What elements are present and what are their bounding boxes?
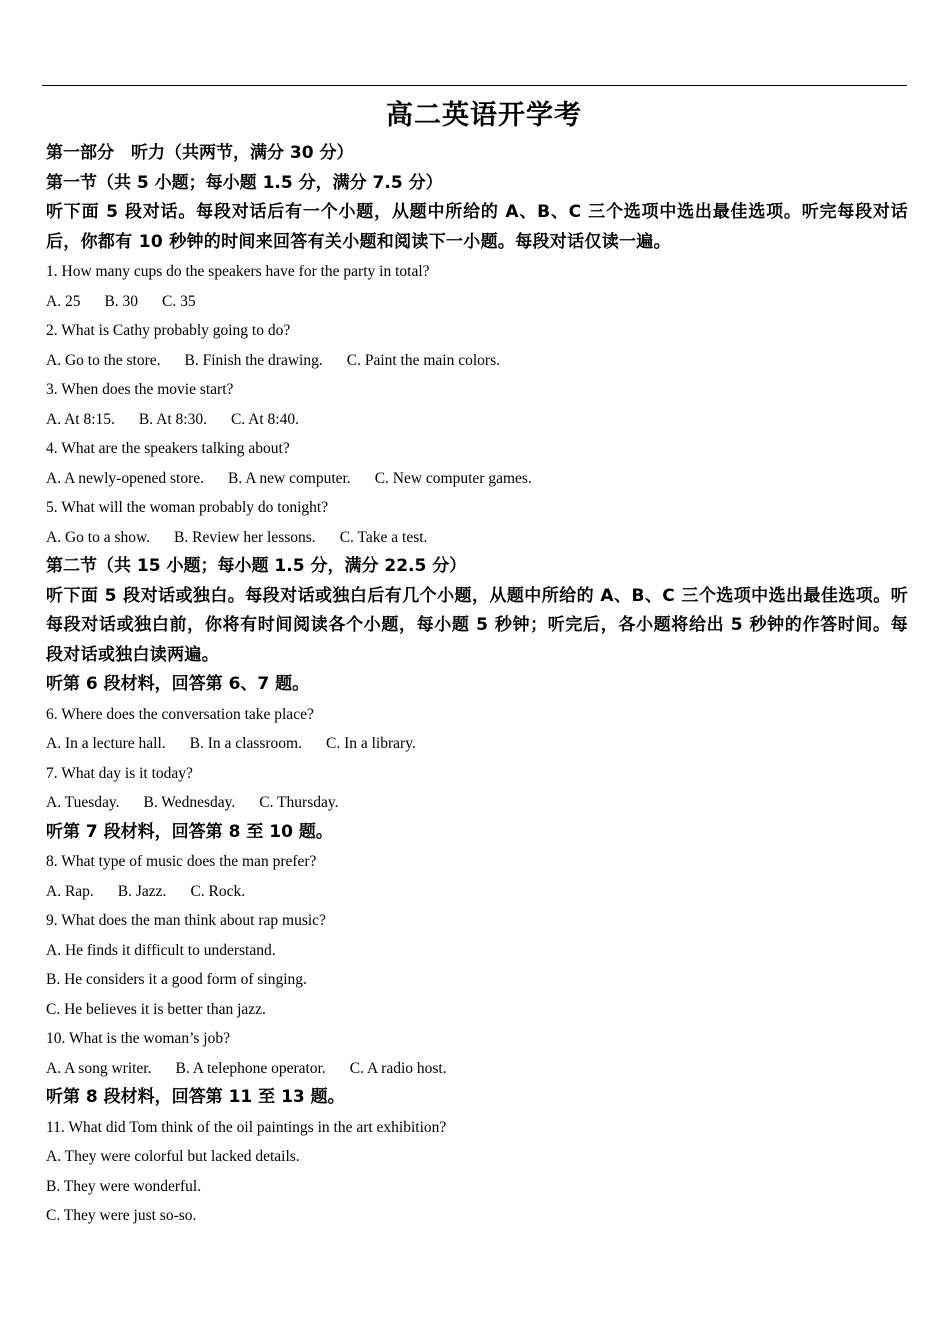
option-c: C. At 8:40. (230, 410, 299, 428)
option-a: A. He finds it difficult to understand. (46, 941, 276, 959)
options-2 (46, 346, 908, 376)
options-7 (46, 788, 908, 818)
option-b: B. Wednesday. (143, 794, 236, 811)
option-b: B. Review her lessons. (174, 528, 316, 546)
option-b: B. Jazz. (117, 882, 167, 900)
option-b: B. In a classroom. (189, 735, 302, 752)
question-10: 10. What is the woman’s job? (46, 1030, 230, 1047)
options-3 (46, 405, 908, 435)
options-6 (46, 729, 908, 759)
option-b: B. He considers it a good form of singing. (46, 971, 307, 988)
options-4 (46, 464, 908, 494)
option-c: C. New computer games. (374, 469, 532, 487)
options-1 (46, 287, 908, 317)
document-body (46, 139, 908, 1231)
question-1: 1. How many cups do the speakers have for the party in total? (46, 263, 430, 280)
section2-heading: 第二节（共 15 小题；每小题 1.5 分，满分 22.5 分） (46, 556, 467, 576)
options-10 (46, 1054, 908, 1084)
option-c: C. Take a test. (339, 528, 428, 546)
section1-instructions: 听下面 5 段对话。每段对话后有一个小题，从题中所给的 A、B、C 三个选项中选出最佳选项。听完每段对话后，你都有 10 秒钟的时间来回答有关小题和阅读下一小题。每段对话仅读一遍。 (46, 202, 908, 252)
group-8-heading: 听第 8 段材料，回答第 11 至 13 题。 (46, 1087, 345, 1107)
question-6: 6. Where does the conversation take place? (46, 705, 314, 723)
option-c: C. Rock. (190, 882, 246, 900)
option-a: A. Tuesday. (46, 794, 120, 811)
option-a: A. 25 (46, 292, 81, 310)
options-8 (46, 877, 908, 907)
header-rule (42, 85, 907, 86)
part1-heading: 第一部分 听力（共两节，满分 30 分） (46, 143, 354, 163)
option-a: A. In a lecture hall. (46, 735, 166, 752)
question-7: 7. What day is it today? (46, 764, 193, 782)
group-7-heading: 听第 7 段材料，回答第 8 至 10 题。 (46, 821, 333, 842)
option-c: C. 35 (162, 292, 196, 310)
question-2: 2. What is Cathy probably going to do? (46, 322, 291, 339)
question-4: 4. What are the speakers talking about? (46, 440, 290, 457)
option-c: C. A radio host. (349, 1059, 447, 1077)
option-a: A. At 8:15. (46, 410, 115, 428)
question-9: 9. What does the man think about rap music? (46, 912, 326, 929)
page-title: 高二英语开学考 (386, 100, 582, 131)
options-5 (46, 523, 908, 553)
option-a: A. A song writer. (46, 1059, 152, 1077)
option-b: B. Finish the drawing. (184, 351, 323, 369)
question-3: 3. When does the movie start? (46, 381, 234, 398)
option-b: B. A telephone operator. (175, 1059, 326, 1077)
option-a: A. Go to a show. (46, 528, 151, 546)
section2-instructions: 听下面 5 段对话或独白。每段对话或独白后有几个小题，从题中所给的 A、B、C 三个选项中选出最佳选项。听每段对话或独白前，你将有时间阅读各个小题，每小题 5 秒钟；听完后，各小题将给出 5 秒钟的作答时间。每段对话或独白读两遍。 (46, 585, 908, 665)
question-8: 8. What type of music does the man prefer? (46, 853, 317, 870)
option-c: C. They were just so-so. (46, 1207, 197, 1224)
section1-heading: 第一节（共 5 小题；每小题 1.5 分，满分 7.5 分） (46, 172, 443, 193)
option-c: C. Paint the main colors. (346, 351, 500, 369)
option-b: B. At 8:30. (138, 410, 207, 428)
option-b: B. They were wonderful. (46, 1177, 202, 1195)
option-b: B. 30 (104, 292, 139, 310)
option-a: A. Rap. (46, 882, 94, 900)
option-a: A. Go to the store. (46, 351, 161, 369)
option-a: A. A newly-opened store. (46, 469, 204, 487)
question-5: 5. What will the woman probably do tonight? (46, 499, 329, 516)
option-b: B. A new computer. (227, 469, 351, 487)
question-11: 11. What did Tom think of the oil paintings in the art exhibition? (46, 1118, 447, 1136)
option-a: A. They were colorful but lacked details. (46, 1148, 300, 1165)
option-c: C. Thursday. (259, 794, 339, 811)
option-c: C. He believes it is better than jazz. (46, 1000, 266, 1018)
option-c: C. In a library. (326, 735, 416, 752)
group-6-heading: 听第 6 段材料，回答第 6、7 题。 (46, 674, 310, 694)
